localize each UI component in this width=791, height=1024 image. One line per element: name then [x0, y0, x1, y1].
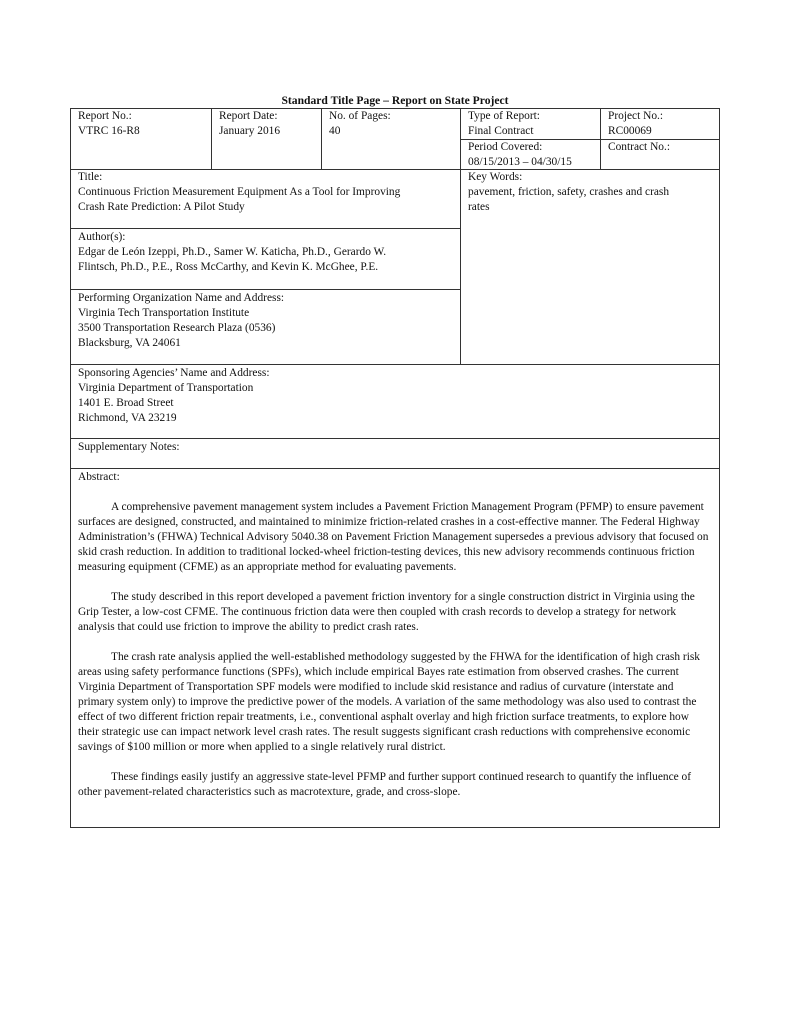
sponsoring-cell — [71, 365, 720, 426]
report-date-label: Report Date: — [219, 110, 278, 122]
authors-line: Edgar de León Izeppi, Ph.D., Samer W. Katicha, Ph.D., Gerardo W. — [78, 246, 387, 258]
sponsoring-label: Sponsoring Agencies’ Name and Address: — [78, 367, 270, 379]
project-no-value: RC00069 — [608, 125, 652, 137]
period-cell — [461, 139, 600, 170]
report-date-cell — [212, 108, 321, 139]
abstract-paragraph: The crash rate analysis applied the well-established methodology suggested by the FHWA for the identification of high crash risk areas using safety performance functions (SPFs), which include empirical Bayes rate estimation from observed crashes. The current Virginia Department of Transportation SPF models were modified to include skid resistance and radius of curvature (interstate and primary system only) to improve the predictive power of the models. A variation of the same methodology was also used to contrast the effect of two different friction repair treatments, i.e., conventional asphalt overlay and high friction surface treatments, to explore how their strategic use can impact network level crash rates. The result suggests significant crash reductions with comprehensive economic savings of $100 million or more when applied to a single relatively rural district. — [78, 651, 700, 753]
abstract-paragraph: These findings easily justify an aggressive state-level PFMP and further support continued research to quantify the influence of other pavement-related characteristics such as macrotexture, grade, and cross-slope. — [78, 771, 692, 798]
sponsoring-line: Richmond, VA 23219 — [78, 412, 177, 424]
report-type-cell — [461, 108, 600, 139]
abstract-paragraph: A comprehensive pavement management system includes a Pavement Friction Management Program (PFMP) to ensure pavement surfaces are designed, constructed, and maintained to minimize friction-related crashes in a cost-effective manner. The Federal Highway Administration’s (FHWA) Technical Advisory 5040.38 on Pavement Friction Management supersedes a previous advisory that focused on skid crash reduction. In addition to traditional locked-wheel friction-testing devices, this new advisory recommends continuous friction measuring equipment (CFME) as an appropriate method for evaluating pavements. — [78, 501, 709, 573]
keywords-cell — [461, 169, 720, 215]
report-type-value: Final Contract — [468, 125, 534, 137]
title-cell — [71, 169, 460, 215]
report-no-value: VTRC 16-R8 — [78, 125, 140, 137]
supplementary-label: Supplementary Notes: — [78, 441, 180, 453]
project-no-label: Project No.: — [608, 110, 664, 122]
pages-label: No. of Pages: — [329, 110, 391, 122]
pages-cell — [322, 108, 460, 139]
keywords-line: rates — [468, 201, 490, 213]
period-value: 08/15/2013 – 04/30/15 — [468, 156, 572, 168]
supplementary-cell — [71, 439, 720, 455]
sponsoring-line: Virginia Department of Transportation — [78, 382, 254, 394]
report-date-value: January 2016 — [219, 125, 281, 137]
sponsoring-line: 1401 E. Broad Street — [78, 397, 174, 409]
keywords-label: Key Words: — [468, 171, 523, 183]
title-line: Continuous Friction Measurement Equipment As a Tool for Improving — [78, 186, 401, 198]
abstract-paragraph: The study described in this report developed a pavement friction inventory for a single construction district in Virginia using the Grip Tester, a low-cost CFME. The continuous friction data were then coupled with crash records to develop a strategy for network analysis that could use friction to improve the ability to predict crash rates. — [78, 591, 695, 633]
project-no-cell — [601, 108, 720, 139]
performing-org-line: 3500 Transportation Research Plaza (0536) — [78, 322, 276, 334]
period-label: Period Covered: — [468, 141, 543, 153]
keywords-line: pavement, friction, safety, crashes and crash — [468, 186, 670, 198]
performing-org-line: Blacksburg, VA 24061 — [78, 337, 181, 349]
authors-line: Flintsch, Ph.D., P.E., Ross McCarthy, and Kevin K. McGhee, P.E. — [78, 261, 379, 273]
abstract-label: Abstract: — [78, 471, 120, 483]
title-line: Crash Rate Prediction: A Pilot Study — [78, 201, 245, 213]
title-label: Title: — [78, 171, 103, 183]
report-type-label: Type of Report: — [468, 110, 540, 122]
contract-no-cell — [601, 139, 720, 155]
performing-org-line: Virginia Tech Transportation Institute — [78, 307, 250, 319]
performing-org-cell — [71, 290, 460, 351]
contract-no-label: Contract No.: — [608, 141, 671, 153]
authors-cell — [71, 229, 460, 275]
authors-label: Author(s): — [78, 231, 126, 243]
performing-org-label: Performing Organization Name and Address: — [78, 292, 285, 304]
report-no-cell — [71, 108, 211, 139]
page-title: Standard Title Page – Report on State Project — [281, 94, 509, 107]
abstract-cell — [71, 469, 720, 800]
report-no-label: Report No.: — [78, 110, 132, 122]
pages-value: 40 — [329, 125, 341, 137]
